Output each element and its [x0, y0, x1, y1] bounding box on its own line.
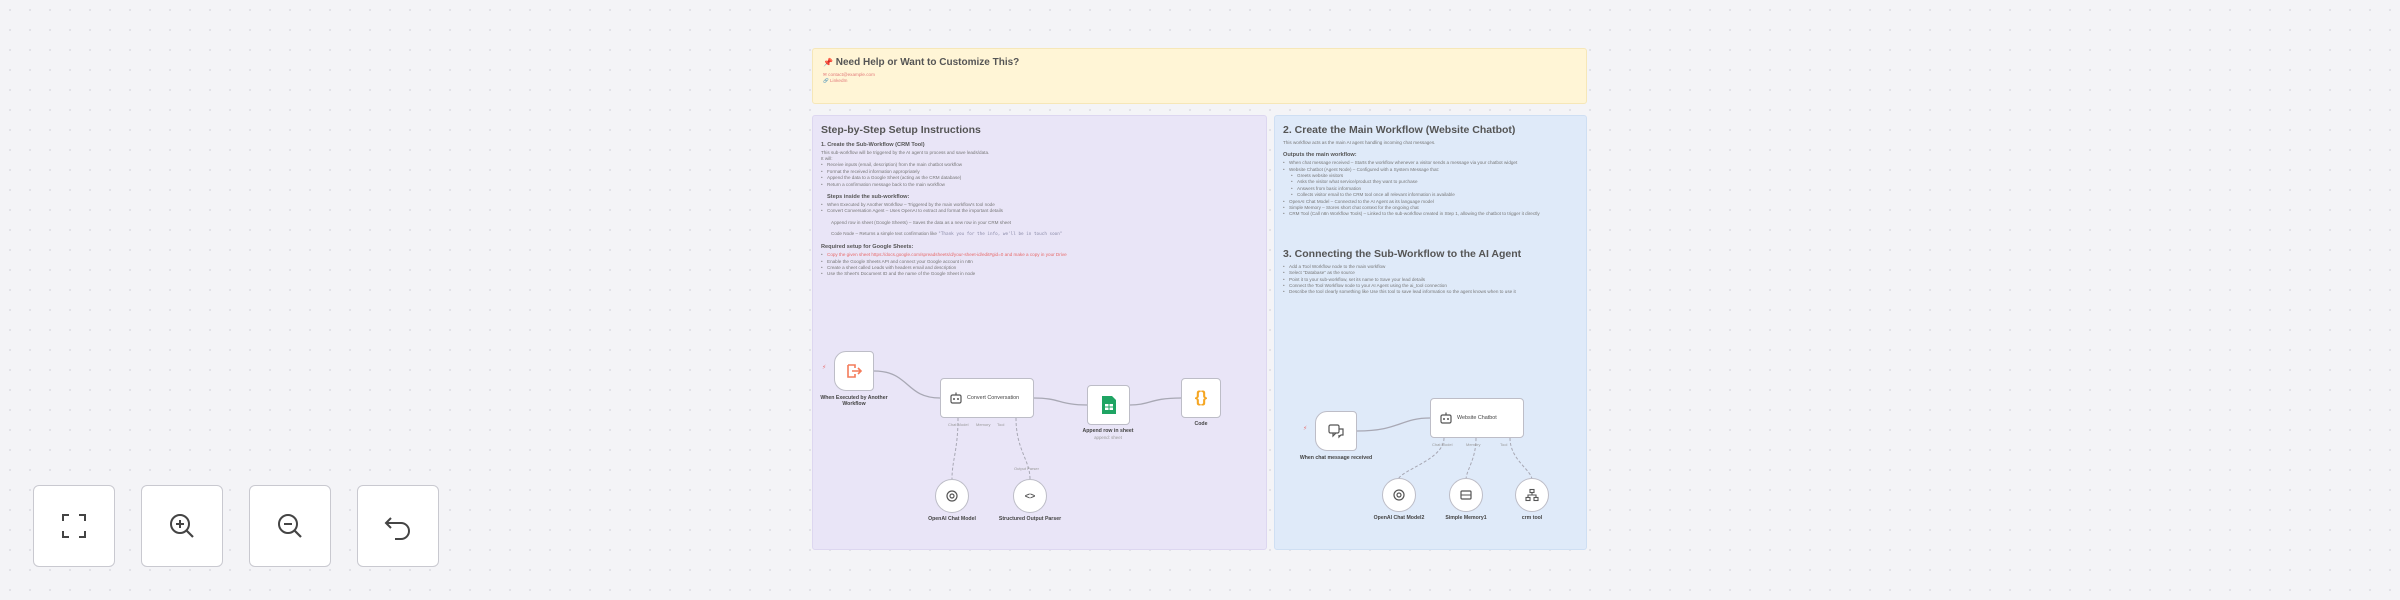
output-parser-label: Structured Output Parser: [998, 516, 1062, 522]
chat-trigger-bolt-icon: ⚡: [1303, 426, 1308, 432]
list-item: • Convert Conversation Agent – Uses OpenAI to extract and format the important details: [821, 208, 1258, 214]
code-node[interactable]: [1181, 378, 1221, 418]
sub-trigger-node[interactable]: [834, 351, 874, 391]
main-note-intro: This workflow acts as the main AI agent handling incoming chat messages.: [1283, 140, 1436, 145]
list-item: • When chat message received – Starts the workflow whenever a visitor sends a message via your chatbot widget: [1283, 160, 1578, 166]
list-item: • Enable the Google Sheets API and connect your Google account in n8n: [821, 259, 1258, 265]
list-item: • Format the received information appropriately: [821, 169, 1258, 175]
gsheets-title: Required setup for Google Sheets:: [821, 244, 914, 251]
convert-conversation-node[interactable]: [940, 378, 1034, 418]
list-item: • Simple Memory – Stores short chat context for the ongoing chat: [1283, 205, 1578, 211]
zoom-out-button[interactable]: [249, 485, 331, 567]
steps-title: Steps inside the sub-workflow:: [827, 194, 910, 201]
sitemap-icon: [1525, 488, 1539, 502]
zoom-out-icon: [273, 509, 307, 543]
append-row-sheet-node[interactable]: [1087, 385, 1130, 425]
sub-openai-model-node[interactable]: [935, 479, 969, 513]
list-item: • Point it to your sub-workflow, set its name to Save your lead details: [1283, 277, 1578, 283]
append-row-sublabel: append: sheet: [1094, 435, 1122, 440]
sub-openai-model-label: OpenAI Chat Model: [928, 516, 976, 522]
chat-bubbles-icon: [1327, 422, 1345, 440]
list-item: • When Executed by Another Workflow – Triggered by the main workflow's tool node: [821, 202, 1258, 208]
conn-label-memory: Memory: [976, 422, 991, 427]
list-item: • Create a sheet called Leads with headers email and description: [821, 265, 1258, 271]
main-conn-label-chat-model: Chat Model: [1432, 442, 1453, 447]
help-note-link[interactable]: 🔗 LinkedIn: [823, 78, 848, 83]
list-item: • Append the data to a Google Sheet (acting as the CRM database): [821, 175, 1258, 181]
chat-trigger-node[interactable]: [1315, 411, 1357, 451]
openai-icon: [945, 489, 959, 503]
list-item: • Connect the Tool Workflow node to your AI Agent using the ai_tool connection: [1283, 283, 1578, 289]
main-note-inside-title: Outputs the main workflow:: [1283, 152, 1357, 159]
fit-view-icon: [57, 509, 91, 543]
list-item: • Receive inputs (email, description) from the main chatbot workflow: [821, 162, 1258, 168]
convert-conversation-label: Convert Conversation: [967, 394, 1020, 401]
zoom-in-icon: [165, 509, 199, 543]
list-item: • CRM Tool (Call n8n Workflow Tools) – Linked to the sub-workflow created in Step 1, allowing the chatbot to trigger it directly: [1283, 211, 1578, 217]
undo-icon: [381, 509, 415, 543]
section1-intro: This sub-workflow will be triggered by the AI agent to process and save leads/data.: [821, 150, 990, 155]
google-sheets-icon: [1101, 395, 1117, 415]
setup-note-title: Step-by-Step Setup Instructions: [821, 124, 981, 136]
conn-label-chat-model: Chat Model: [948, 422, 969, 427]
list-item: • OpenAI Chat Model – Connected to the AI Agent as its language model: [1283, 199, 1578, 205]
main-openai-model-node[interactable]: [1382, 478, 1416, 512]
section1-intro2: It will:: [821, 156, 833, 162]
output-parser-node[interactable]: [1013, 479, 1047, 513]
execute-workflow-icon: [844, 361, 864, 381]
simple-memory-node[interactable]: [1449, 478, 1483, 512]
website-chatbot-node[interactable]: [1430, 398, 1524, 438]
append-row-label: Append row in sheet: [1082, 428, 1134, 434]
crm-tool-label: crm tool: [1521, 515, 1543, 521]
fit-view-button[interactable]: [33, 485, 115, 567]
sub-trigger-label: When Executed by Another Workflow: [820, 395, 888, 408]
help-note-title: 📌 Need Help or Want to Customize This?: [823, 57, 1020, 68]
list-item: • Describe the tool clearly something like Use this tool to save lead information so the agent knows when to use it: [1283, 289, 1578, 295]
trigger-bolt-icon: ⚡: [822, 365, 827, 371]
section3-title: 3. Connecting the Sub-Workflow to the AI Agent: [1283, 247, 1522, 260]
code-brackets-icon: <>: [1024, 491, 1036, 501]
main-conn-label-memory: Memory: [1466, 442, 1481, 447]
list-item[interactable]: • Copy the given sheet https://docs.google.com/spreadsheets/d/your-sheet-id/edit#gid=0 and make a copy in your Drive: [821, 252, 1258, 258]
code-label: Code: [1194, 421, 1208, 427]
database-icon: [1459, 488, 1473, 502]
list-item: • Collects visitor email to the CRM tool once all relevant information is available: [1283, 192, 1578, 198]
section1-title: 1. Create the Sub-Workflow (CRM Tool): [821, 142, 925, 148]
website-chatbot-label: Website Chatbot: [1457, 414, 1497, 421]
main-conn-label-tool: Tool: [1500, 442, 1508, 447]
help-sticky-note[interactable]: [812, 48, 1587, 104]
reset-zoom-button[interactable]: [357, 485, 439, 567]
openai-icon: [1392, 488, 1406, 502]
list-item: • Website Chatbot (Agent Node) – Configured with a System Message that:: [1283, 167, 1578, 173]
code-text: Code Node – Returns a simple text confirmation like "Thank you for the info, we'll be in touch soon": [831, 231, 1063, 238]
robot-icon: [1439, 411, 1453, 425]
conn-label-output-parser: Output Parser: [1014, 466, 1039, 471]
main-openai-model-label: OpenAI Chat Model2: [1373, 515, 1425, 521]
list-item: • Greets website visitors: [1283, 173, 1578, 179]
crm-tool-node[interactable]: [1515, 478, 1549, 512]
conn-label-tool: Tool: [997, 422, 1005, 427]
simple-memory-label: Simple Memory1: [1445, 515, 1487, 521]
curly-braces-icon: {}: [1194, 389, 1208, 406]
zoom-in-button[interactable]: [141, 485, 223, 567]
append-text: Append row in sheet (Google Sheets) – Saves the data as a new row in your CRM sheet: [831, 219, 1012, 225]
list-item: • Answers from basic information: [1283, 186, 1578, 192]
list-item: • Use the Sheet's Document ID and the name of the Google Sheet in node: [821, 271, 1258, 277]
list-item: • Add a Tool Workflow node to the main workflow: [1283, 264, 1578, 270]
main-note-title: 2. Create the Main Workflow (Website Chatbot): [1283, 124, 1516, 136]
list-item: • Return a confirmation message back to the main workflow: [821, 182, 1258, 188]
robot-icon: [949, 391, 963, 405]
list-item: • Select "Database" as the source: [1283, 270, 1578, 276]
pin-icon: 📌: [823, 58, 833, 67]
list-item: • Asks the visitor what service/product they want to purchase: [1283, 179, 1578, 185]
chat-trigger-label: When chat message received: [1299, 455, 1373, 461]
help-note-email[interactable]: ✉ contact@example.com: [823, 72, 875, 77]
